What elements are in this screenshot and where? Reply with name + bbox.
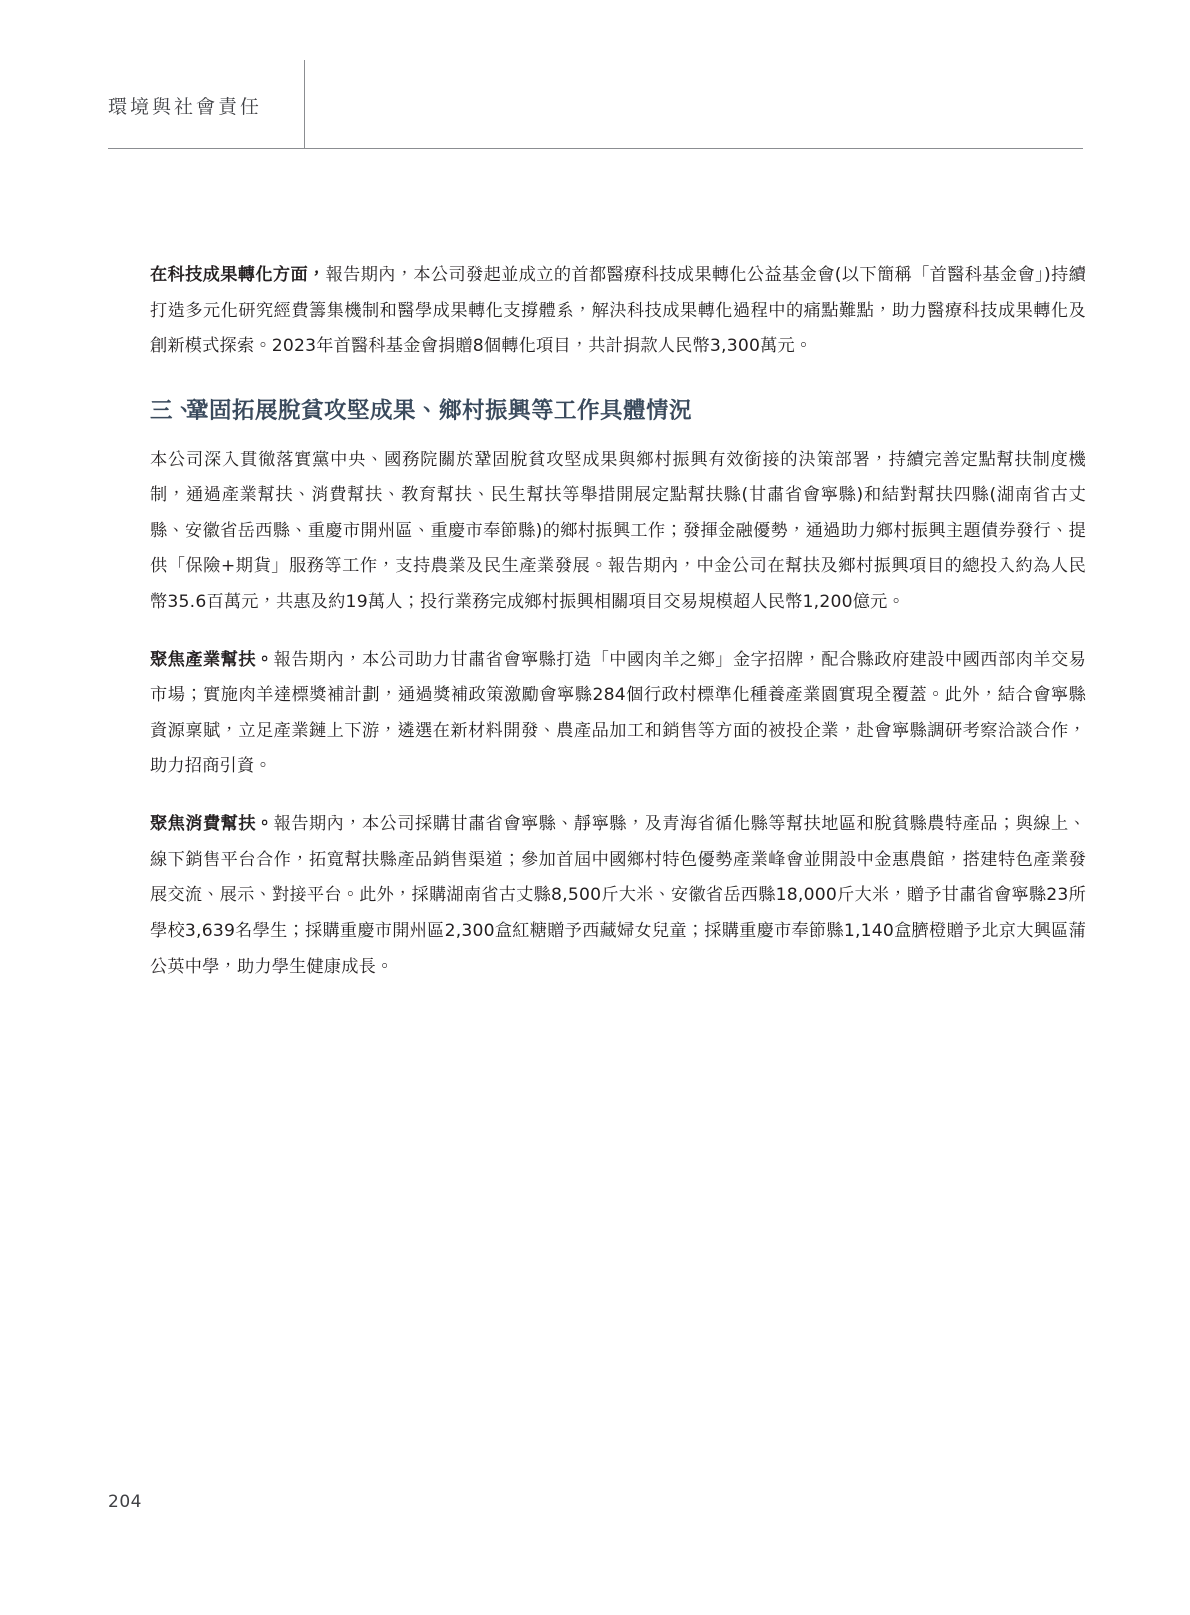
section-heading-wrap: [150, 395, 1086, 429]
paragraph-lead: 在科技成果轉化方面，: [150, 265, 326, 285]
paragraph-lead: 聚焦消費幫扶。: [150, 814, 274, 835]
paragraph-text: 報告期內，本公司發起並成立的首都醫療科技成果轉化公益基金會(以下簡稱「首醫科基金會」)持續打造多元化研究經費籌集機制和醫學成果轉化支撐體系，解決科技成果轉化過程中的痛點難點，助力醫療科技成果轉化及創新模式探索。2023年首醫科基金會捐贈8個轉化項目，共計捐款人民幣3,300萬元。: [150, 265, 1086, 357]
section-title: 鞏固拓展脫貧攻堅成果、鄉村振興等工作具體情況: [186, 397, 693, 424]
page-number: 204: [108, 1492, 142, 1512]
paragraph-lead: 聚焦產業幫扶。: [150, 649, 274, 670]
paragraph-tech-transfer: [150, 258, 1086, 365]
paragraph-rural-revitalization: [150, 443, 1086, 621]
paragraph-text: 本公司深入貫徹落實黨中央、國務院關於鞏固脫貧攻堅成果與鄉村振興有效銜接的決策部署，持續完善定點幫扶制度機制，通過產業幫扶、消費幫扶、教育幫扶、民生幫扶等舉措開展定點幫扶縣(甘肅省會寧縣)和結對幫扶四縣(湖南省古丈縣、安徽省岳西縣、重慶市開州區、重慶市奉節縣)的鄉村振興工作；發揮金融優勢，通過助力鄉村振興主題債券發行、提供「保險+期貨」服務等工作，支持農業及民生產業發展。報告期內，中金公司在幫扶及鄉村振興項目的總投入約為人民幣35.6百萬元，共惠及約19萬人；投行業務完成鄉村振興相關項目交易規模超人民幣1,200億元。: [150, 449, 1086, 613]
header-title: 環境與社會責任: [108, 96, 263, 118]
paragraph-consumption-assistance: [150, 807, 1086, 985]
paragraph-text: 報告期內，本公司助力甘肅省會寧縣打造「中國肉羊之鄉」金字招牌，配合縣政府建設中國西部肉羊交易市場；實施肉羊達標獎補計劃，通過獎補政策激勵會寧縣284個行政村標準化種養產業園實現全覆蓋。此外，結合會寧縣資源稟賦，立足產業鏈上下游，遴選在新材料開發、農產品加工和銷售等方面的被投企業，赴會寧縣調研考察洽談合作，助力招商引資。: [150, 649, 1086, 777]
header-horizontal-divider: [108, 148, 1083, 149]
paragraph-industry-assistance: [150, 643, 1086, 785]
section-heading: [150, 395, 1086, 429]
section-number: 三、: [150, 397, 197, 424]
page-content: [150, 258, 1086, 1007]
page-header: [108, 60, 1083, 152]
paragraph-text: 報告期內，本公司採購甘肅省會寧縣、靜寧縣，及青海省循化縣等幫扶地區和脫貧縣農特產品；與線上、線下銷售平台合作，拓寬幫扶縣產品銷售渠道；參加首屆中國鄉村特色優勢產業峰會並開設中金惠農館，搭建特色產業發展交流、展示、對接平台。此外，採購湖南省古丈縣8,500斤大米、安徽省岳西縣18,000斤大米，贈予甘肅省會寧縣23所學校3,639名學生；採購重慶市開州區2,300盒紅糖贈予西藏婦女兒童；採購重慶市奉節縣1,140盒臍橙贈予北京大興區蒲公英中學，助力學生健康成長。: [150, 814, 1086, 977]
header-vertical-divider: [304, 60, 305, 148]
